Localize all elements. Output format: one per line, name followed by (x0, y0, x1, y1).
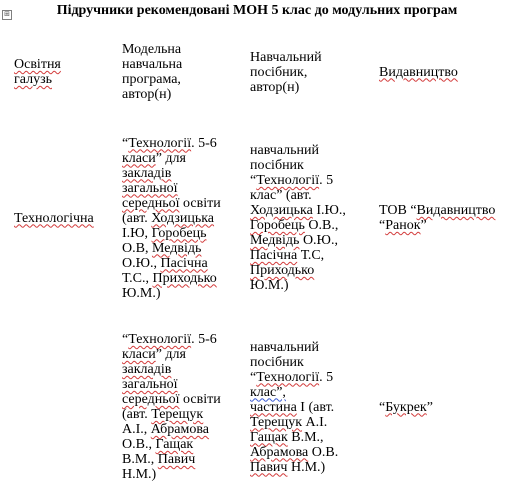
header-textbook: Навчальний посібник, автор(н) (250, 49, 322, 95)
cell-textbook: навчальний посібник “Технології. 5 клас” (авт. Ходзицька І.Ю., Горобець О.В., Медвідь О.Ю., Пасічна Т.С, Приходько Ю.М.) (250, 143, 346, 293)
header-field: Освітня галузь (14, 57, 61, 87)
cell-publisher: ТОВ “Видавництво “Ранок” (379, 203, 496, 233)
cell-field: Технологічна (14, 210, 94, 226)
cell-field (6, 324, 118, 490)
cell-textbook: навчальний посібник “Технології. 5 клас”, частина І (авт. Терещук А.І. Гащак В.М., Абрамова О.В. Павич Н.М.) (250, 339, 339, 475)
table-row (6, 112, 509, 324)
document-title: Підручники рекомендовані МОН 5 клас до модульних програм (56, 3, 458, 18)
table-header-row (6, 32, 509, 112)
cell-program: “Технології. 5-6 класи” для закладів загальної середньої освіти (авт. Ходзицька І.Ю, Горобець О.В, Медвідь О.Ю., Пасічна Т.С., Приходько Ю.М.) (122, 135, 221, 301)
table-row (6, 324, 509, 490)
header-program: Модельна навчальна програма, автор(н) (122, 42, 183, 102)
header-publisher: Видавництво (379, 64, 458, 80)
table-move-handle-icon[interactable]: ⊞ (2, 10, 12, 20)
cell-program: “Технології. 5-6 класи” для закладів загальної середньої освіти (авт. Терещук А.І., Абрамова О.В., Гащак В.М., Павич Н.М.) (122, 332, 221, 482)
cell-publisher: “Букрек” (379, 399, 433, 415)
textbook-table (6, 32, 509, 490)
